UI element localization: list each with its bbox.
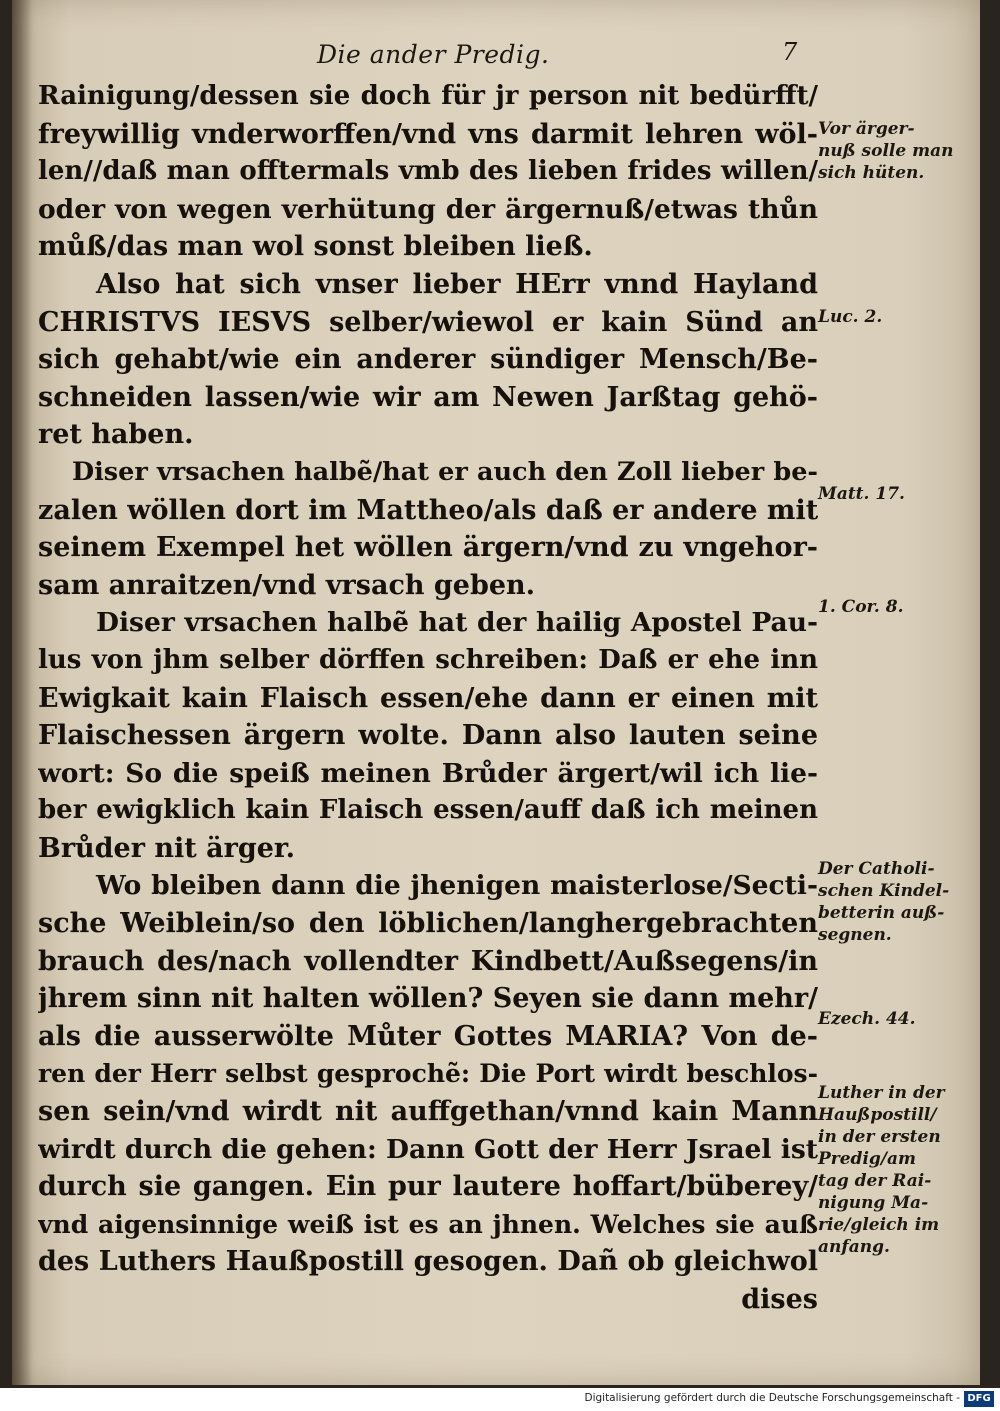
text-line: Brůder nit ärger.	[38, 832, 296, 864]
book-page	[12, 0, 980, 1385]
text-line: lus von jhm selber dörffen schreiben: Daß er ehe inn	[38, 644, 818, 675]
text-line: sche Weiblein/so den löblichen/langhergebrachten	[38, 908, 818, 940]
marginal-note	[818, 596, 976, 618]
marginal-note-line: Der Catholi-	[818, 859, 935, 879]
running-title: Die ander Predig.	[317, 40, 550, 69]
text-line: sich gehabt/wie ein anderer sündiger Mensch/Be-	[38, 344, 818, 376]
text-line: Wo bleiben dann die jhenigen maisterlose/Secti-	[96, 870, 818, 902]
dfg-logo: DFG	[964, 1391, 994, 1407]
footer-bar	[0, 1390, 1000, 1411]
text-line: wort: So die speiß meinen Brůder ärgert/wil ich lie-	[38, 757, 818, 789]
text-line: Diser vrsachen halbẽ hat der hailig Apostel Pau-	[96, 607, 818, 639]
marginal-note-line: anfang.	[818, 1237, 890, 1257]
marginal-note-line: betterin auß-	[818, 903, 945, 923]
text-line: můß/das man wol sonst bleiben ließ.	[38, 231, 593, 263]
marginal-note-line: in der ersten	[818, 1127, 941, 1147]
text-line: ber ewigklich kain Flaisch essen/auff daß ich meinen	[38, 795, 818, 826]
marginal-note-line: nigung Ma-	[818, 1193, 929, 1213]
text-line: wirdt durch die gehen: Dann Gott der Herr Jsrael ist	[38, 1133, 818, 1165]
text-line: des Luthers Haußpostill gesogen. Dañ ob gleichwol	[38, 1246, 818, 1278]
marginal-note	[818, 858, 976, 946]
marginal-note	[818, 306, 976, 328]
page-number: 7	[782, 38, 798, 66]
marginal-note-line: Haußpostill/	[818, 1105, 937, 1125]
marginal-note-line: Ezech. 44.	[818, 1009, 916, 1029]
marginal-note	[818, 1008, 976, 1030]
text-line: seinem Exempel het wöllen ärgern/vnd zu vngehor-	[38, 532, 818, 564]
marginal-note-line: Predig/am	[818, 1149, 916, 1169]
text-line: Diser vrsachen halbẽ/hat er auch den Zoll lieber be-	[72, 456, 818, 487]
text-line: sam anraitzen/vnd vrsach geben.	[38, 569, 536, 601]
marginal-note	[818, 1082, 976, 1258]
text-line: durch sie gangen. Ein pur lautere hoffart/büberey/	[38, 1171, 818, 1203]
catchword: dises	[741, 1284, 818, 1315]
marginal-note	[818, 118, 976, 184]
marginal-note-line: tag der Rai-	[818, 1171, 932, 1191]
text-line: freywillig vnderworffen/vnd vns darmit lehren wöl-	[38, 118, 818, 150]
text-line: CHRISTVS IESVS selber/wiewol er kain Sünd an	[38, 306, 818, 338]
marginal-note-line: Matt. 17.	[818, 484, 905, 504]
text-line: sen sein/vnd wirdt nit auffgethan/vnnd kain Mann	[38, 1096, 818, 1128]
marginal-note-line: Vor ärger-	[818, 119, 915, 139]
text-line: Also hat sich vnser lieber HErr vnnd Hayland	[96, 268, 818, 300]
text-line: len//daß man offtermals vmb des lieben frides willen/	[38, 156, 818, 187]
running-header	[12, 36, 980, 72]
text-line: zalen wöllen dort im Mattheo/als daß er andere mit	[38, 494, 818, 526]
marginal-note	[818, 483, 976, 505]
marginal-note-line: sich hüten.	[818, 163, 925, 183]
text-line: Rainigung/dessen sie doch für jr person nit bedürfft/	[38, 81, 818, 111]
text-line: ret haben.	[38, 419, 194, 451]
text-line: oder von wegen verhütung der ärgernuß/etwas thůn	[38, 193, 818, 225]
marginal-note-line: nuß solle man	[818, 141, 954, 161]
page-gutter	[12, 0, 32, 1385]
marginal-note-line: Luther in der	[818, 1083, 945, 1103]
text-line: als die ausserwölte Můter Gottes MARIA? Von de-	[38, 1020, 818, 1052]
main-text-block	[38, 78, 818, 1319]
text-line: vnd aigensinnige weiß ist es an jhnen. Welches sie auß	[38, 1209, 818, 1239]
text-line: Flaischessen ärgern wolte. Dann also lauten seine	[38, 720, 818, 752]
text-line: brauch des/nach vollendter Kindbett/Außsegens/in	[38, 945, 818, 977]
marginal-note-line: schen Kindel-	[818, 881, 950, 901]
funding-credit: Digitalisierung gefördert durch die Deutsche Forschungsgemeinschaft -	[584, 1392, 960, 1404]
marginal-note-line: Luc. 2.	[818, 307, 883, 327]
text-line: Ewigkait kain Flaisch essen/ehe dann er einen mit	[38, 682, 818, 714]
marginal-note-line: segnen.	[818, 925, 892, 945]
text-line: jhrem sinn nit halten wöllen? Seyen sie dann mehr/	[38, 983, 818, 1015]
marginal-note-line: rie/gleich im	[818, 1215, 940, 1235]
text-line: schneiden lassen/wie wir am Newen Jarßtag gehö-	[38, 381, 818, 413]
text-line: ren der Herr selbst gesprochẽ: Die Port wirdt beschlos-	[38, 1059, 818, 1089]
marginal-note-line: 1. Cor. 8.	[818, 597, 904, 617]
